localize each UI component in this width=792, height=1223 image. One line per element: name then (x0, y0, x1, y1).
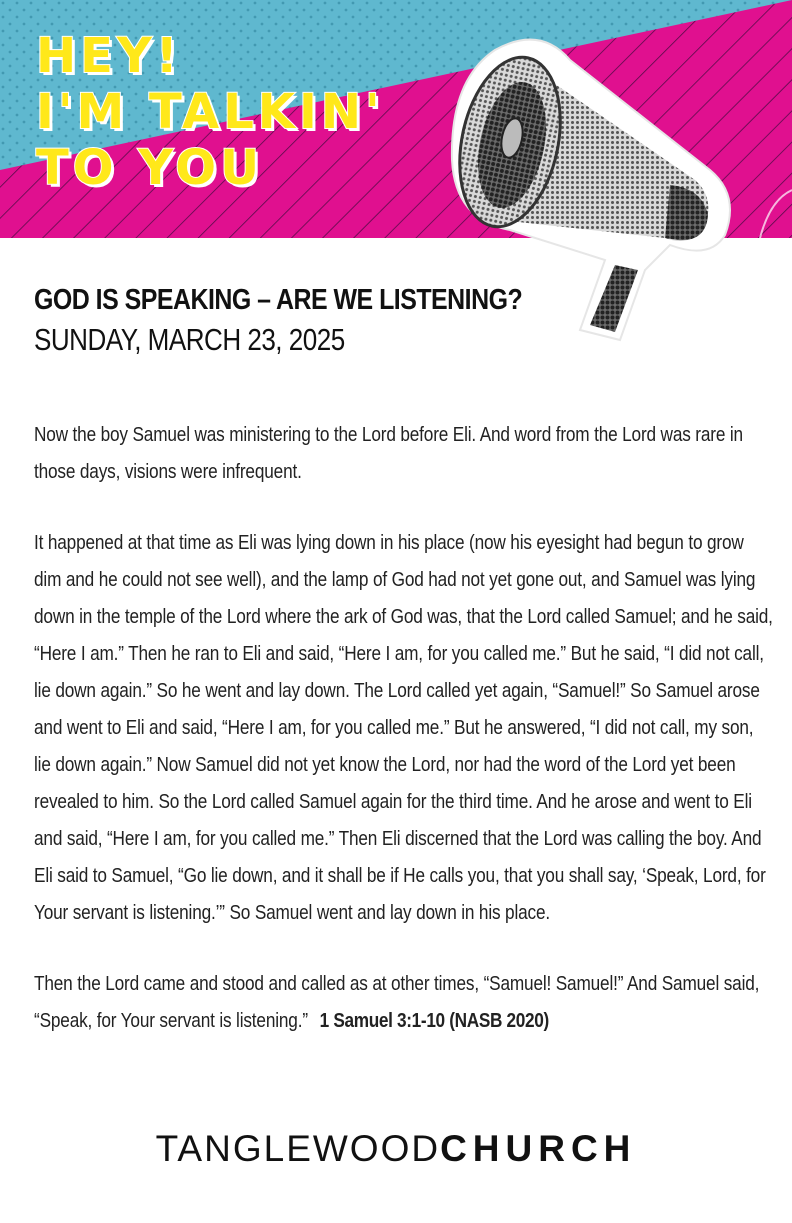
banner-headline (36, 28, 384, 196)
scripture-paragraph-2: It happened at that time as Eli was lying down in his place (now his eyesight had begun to grow dim and he could not see well), and the lamp of God had not yet gone out, and Samuel was lying down in the temple of the Lord where the ark of God was, that the Lord called Samuel; and he said, “Here I am.” Then he ran to Eli and said, “Here I am, for you called me.” But he said, “I did not call, lie down again.” So he went and lay down. The Lord called yet again, “Samuel!” So Samuel arose and went to Eli and said, “Here I am, for you called me.” But he answered, “I did not call, my son, lie down again.” Now Samuel did not yet know the Lord, nor had the word of the Lord yet been revealed to him. So the Lord called Samuel again for the third time. And he arose and went to Eli and said, “Here I am, for you called me.” Then Eli discerned that the Lord was calling the boy. And Eli said to Samuel, “Go lie down, and it shall be if He calls you, that you shall say, ‘Speak, Lord, for Your servant is listening.’” So Samuel went and lay down in his place. (34, 531, 773, 924)
scripture-passage (34, 416, 773, 1073)
sermon-title: GOD IS SPEAKING – ARE WE LISTENING? (34, 284, 523, 316)
scripture-paragraph-3 (34, 965, 773, 1039)
scripture-paragraph-1: Now the boy Samuel was ministering to the Lord before Eli. And word from the Lord was rare in those days, visions were infrequent. (34, 423, 743, 483)
scripture-reference: 1 Samuel 3:1-10 (NASB 2020) (319, 1009, 549, 1032)
headline-line-2: I'M TALKIN' (36, 84, 384, 140)
logo-word-church: CHURCH (440, 1128, 637, 1169)
logo-word-tanglewood: TANGLEWOOD (155, 1128, 441, 1169)
headline-line-1: HEY! (36, 28, 182, 84)
church-logo (0, 1128, 792, 1170)
headline-line-3: TO YOU (36, 140, 264, 196)
scripture-paragraph-3-text: Then the Lord came and stood and called as at other times, “Samuel! Samuel!” And Samuel said, “Speak, for Your servant is listening.” (34, 972, 760, 1032)
sermon-date: SUNDAY, MARCH 23, 2025 (34, 322, 345, 357)
